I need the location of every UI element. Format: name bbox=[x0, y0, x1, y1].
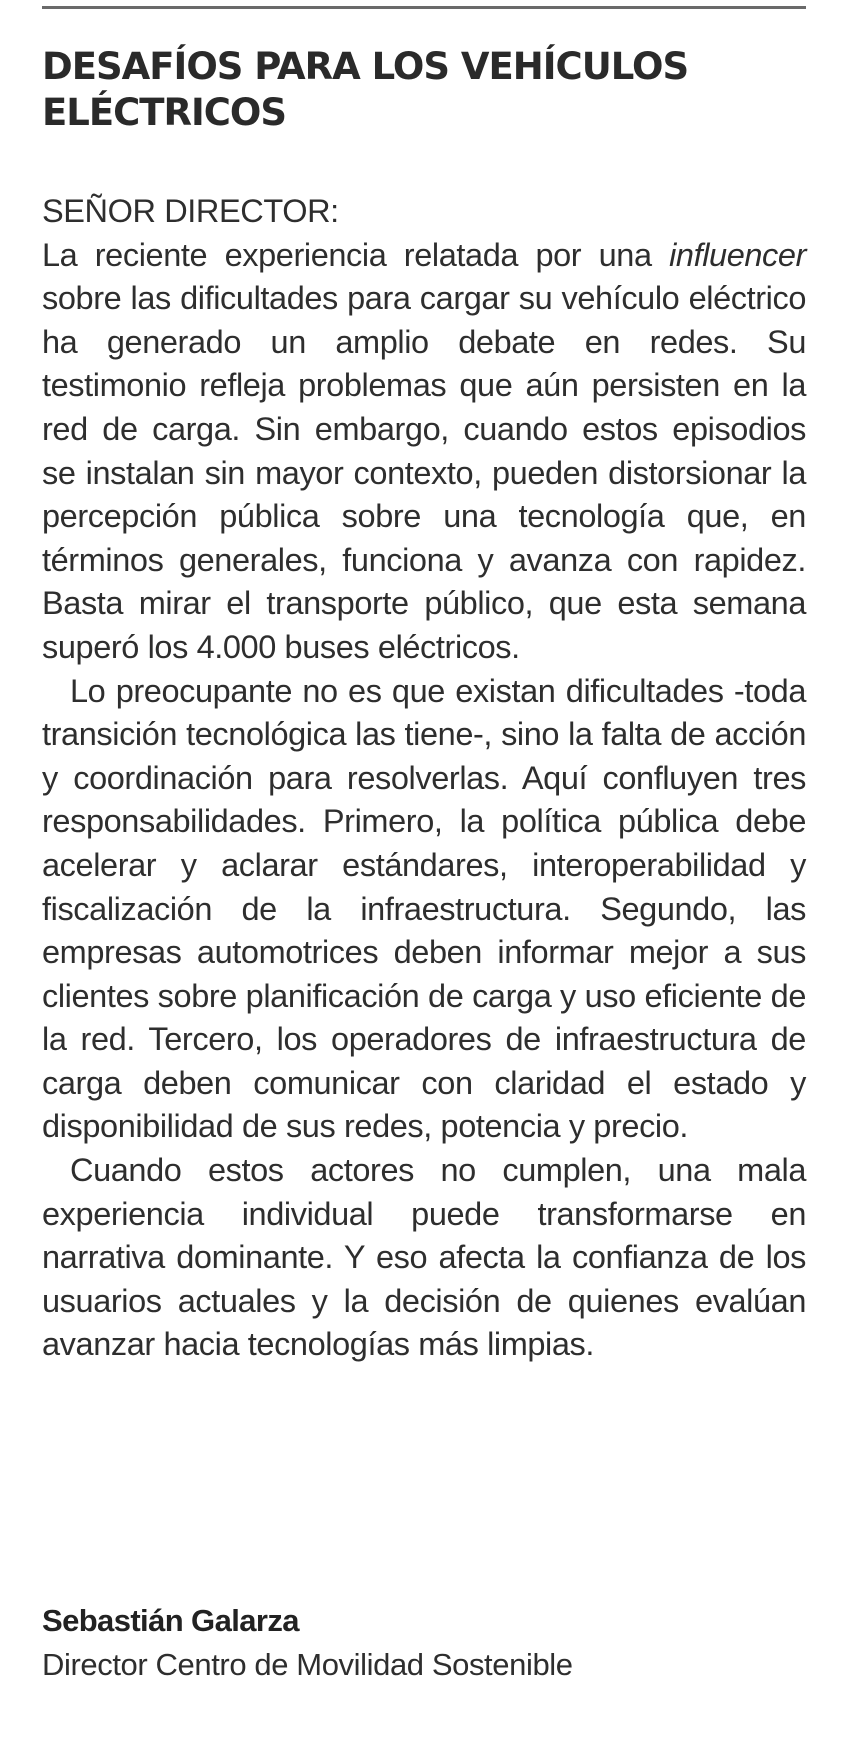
salutation: SEÑOR DIRECTOR: bbox=[42, 193, 339, 229]
author-role: Director Centro de Movilidad Sostenible bbox=[42, 1647, 573, 1682]
headline: DESAFÍOS PARA LOS VEHÍCULOS ELÉCTRICOS bbox=[42, 45, 689, 134]
author-name: Sebastián Galarza bbox=[42, 1603, 299, 1638]
paragraph-3: Cuando estos actores no cumplen, una mala experiencia individual puede transformarse en narrativa dominante. Y eso afecta la confianza de los usuarios actuales y la decisión de quienes evalúan avanzar hacia tecnologías más limpias. bbox=[42, 1152, 806, 1363]
letter-body bbox=[42, 190, 806, 1367]
paragraph-1-lead: La reciente experiencia relatada por una bbox=[42, 236, 670, 273]
paragraph-1-rest: sobre las dificultades para cargar su vehículo eléctrico ha generado un amplio debate en redes. Su testimonio refleja problemas que aún persisten en la red de carga. Sin embargo, cuando estos episodios se instalan sin mayor contexto, pueden distorsionar la percepción pública sobre una tecnología que, en términos generales, funciona y avanza con rapidez. Basta mirar el transporte público, que esta semana superó los 4.000 buses eléctricos. bbox=[42, 280, 806, 665]
paragraph-1 bbox=[42, 234, 806, 670]
paragraph-2: Lo preocupante no es que existan dificultades -toda transición tecnológica las tiene-, sino la falta de acción y coordinación para resolverlas. Aquí confluyen tres responsabilidades. Primero, la política pública debe acelerar y aclarar estándares, interoperabilidad y fiscalización de la infraestructura. Segundo, las empresas automotrices deben informar mejor a sus clientes sobre planificación de carga y uso eficiente de la red. Tercero, los operadores de infraestructura de carga deben comunicar con claridad el estado y disponibilidad de sus redes, potencia y precio. bbox=[42, 672, 806, 1145]
signature-block bbox=[42, 1600, 806, 1688]
paragraph-1-italic: influencer bbox=[669, 236, 806, 273]
top-rule bbox=[42, 6, 806, 9]
